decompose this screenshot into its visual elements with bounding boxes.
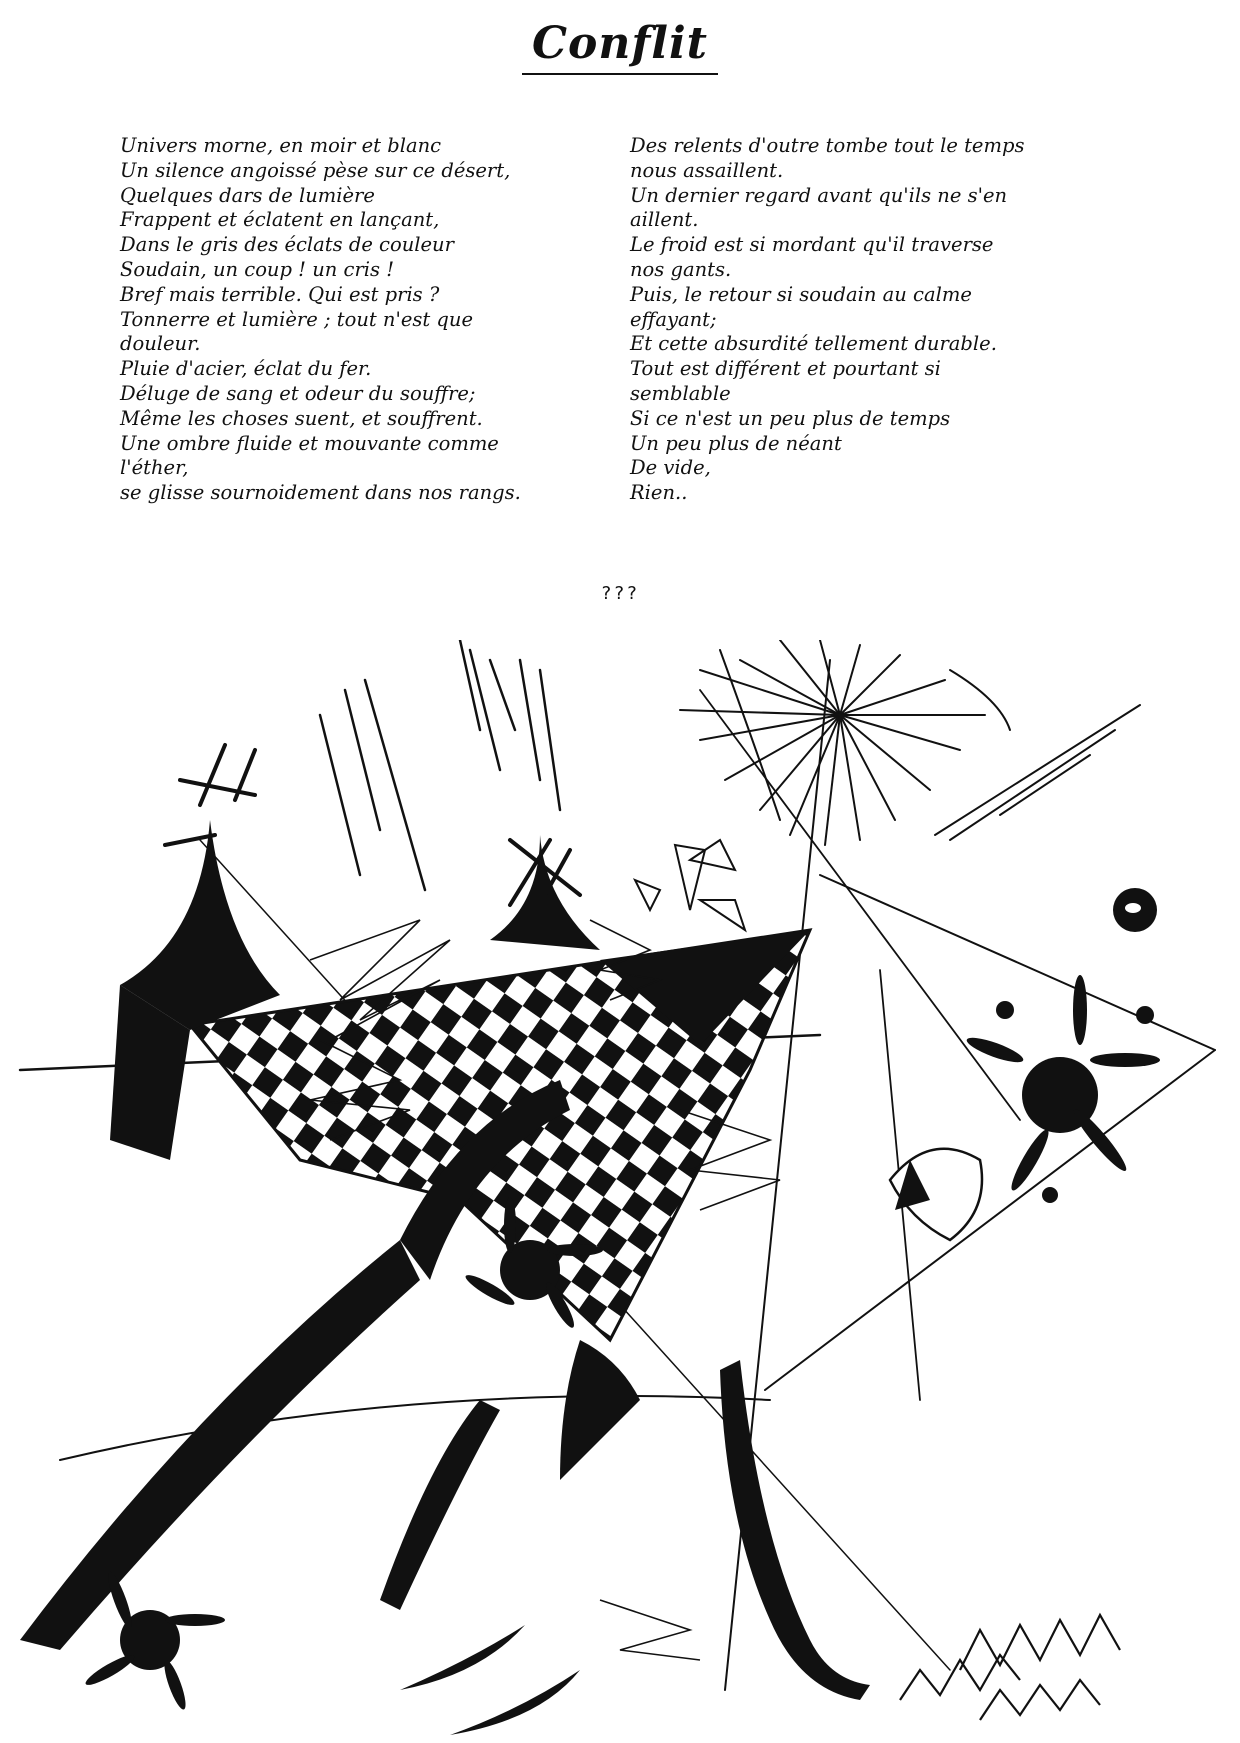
stanza-right-line: Des relents d'outre tombe tout le temps bbox=[630, 134, 1025, 157]
spikes bbox=[400, 1625, 580, 1735]
stanza-right-line: De vide, bbox=[630, 456, 711, 480]
stanza-left bbox=[120, 134, 600, 506]
stanza-right-line: semblable bbox=[630, 381, 731, 405]
ink-wedge bbox=[560, 1340, 640, 1480]
stanza-left-line: l'éther, bbox=[120, 456, 189, 480]
cross-marks bbox=[165, 745, 580, 905]
stanza-left-line: se glisse sournoidement dans nos rangs. bbox=[120, 481, 521, 505]
ink-illustration bbox=[0, 640, 1240, 1740]
stanza-right-line: nos gants. bbox=[630, 257, 732, 281]
tent-left bbox=[120, 820, 280, 1030]
stanza-right-line: Un dernier regard avant qu'ils ne s'en bbox=[630, 183, 1008, 207]
stanza-right-line: Si ce n'est un peu plus de temps bbox=[630, 406, 951, 430]
stanza-right-line: effayant; bbox=[630, 307, 717, 331]
sunburst bbox=[680, 640, 1010, 845]
stanza-left-line: Tonnerre et lumière ; tout n'est que bbox=[120, 307, 473, 331]
stanza-right-line: aillent. bbox=[630, 208, 699, 232]
stanza-left-line: douleur. bbox=[120, 332, 201, 356]
stanza-right-line: Puis, le retour si soudain au calme bbox=[630, 282, 972, 306]
stanza-left-line: Une ombre fluide et mouvante comme bbox=[120, 431, 499, 455]
stanza-left-line: Soudain, un coup ! un cris ! bbox=[120, 257, 395, 281]
stanza-right-line: Le froid est si mordant qu'il traverse bbox=[630, 233, 994, 257]
ink-stream bbox=[20, 1240, 420, 1650]
ground-curve bbox=[60, 1396, 770, 1460]
zigzag-lines bbox=[900, 1615, 1120, 1720]
stanza-right-line: Un peu plus de néant bbox=[630, 431, 842, 455]
stanza-left-line: Quelques dars de lumière bbox=[120, 183, 375, 207]
stanza-right-line: Rien.. bbox=[630, 481, 688, 505]
ink-stream bbox=[380, 1400, 500, 1610]
shards bbox=[635, 840, 745, 930]
stanza-right-line: nous assaillent. bbox=[630, 158, 784, 182]
stanza-left-line: Même les choses suent, et souffrent. bbox=[120, 406, 483, 430]
stanza-left-line: Dans le gris des éclats de couleur bbox=[120, 233, 454, 257]
stanza-left-line: Bref mais terrible. Qui est pris ? bbox=[120, 282, 440, 306]
stanza-right-line: Tout est différent et pourtant si bbox=[630, 357, 941, 381]
stanza-left-line: Univers morne, en moir et blanc bbox=[120, 134, 442, 157]
stanza-right bbox=[630, 134, 1110, 506]
poem-title-wrap bbox=[0, 18, 1240, 75]
stanza-left-line: Déluge de sang et odeur du souffre; bbox=[120, 381, 476, 405]
ink-splat bbox=[964, 975, 1160, 1203]
poem-title: Conflit bbox=[522, 18, 718, 75]
stanza-left-line: Pluie d'acier, éclat du fer. bbox=[120, 357, 372, 381]
stanza-left-line: Un silence angoissé pèse sur ce désert, bbox=[120, 158, 511, 182]
streak-strokes bbox=[935, 705, 1140, 840]
stanza-left-line: Frappent et éclatent en lançant, bbox=[120, 208, 440, 232]
stanza-right-line: Et cette absurdité tellement durable. bbox=[630, 332, 997, 356]
diagonal-line bbox=[765, 1050, 1215, 1390]
dot-highlight bbox=[1125, 903, 1141, 913]
ink-stream bbox=[720, 1360, 870, 1700]
separator: ??? bbox=[600, 583, 640, 604]
diagonal-line bbox=[820, 875, 1215, 1050]
